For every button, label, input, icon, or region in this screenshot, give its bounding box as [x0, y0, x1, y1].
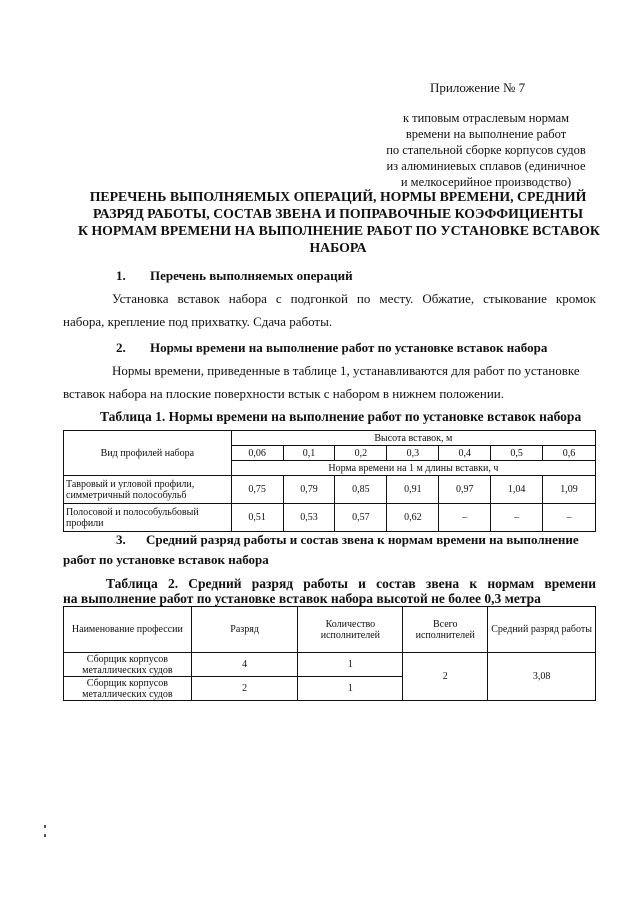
table-2-avg-grade: 3,08 — [488, 653, 596, 701]
table-1-height-cell: 0,3 — [387, 446, 439, 461]
table-1-value-cell: 0,79 — [283, 476, 335, 504]
section-3-title-line: работ по установке вставок набора — [63, 552, 269, 567]
table-header-row — [64, 607, 596, 653]
addressee-line: по стапельной сборке корпусов судов — [386, 143, 586, 157]
title-line: К НОРМАМ ВРЕМЕНИ НА ВЫПОЛНЕНИЕ РАБОТ ПО УСТАНОВКЕ ВСТАВОК — [78, 223, 600, 238]
table-1-value-cell: – — [439, 504, 491, 532]
table-1-height-cell: 0,06 — [231, 446, 283, 461]
section-1-text-line: набора, крепление под прихватку. Сдача работы. — [63, 314, 333, 329]
table-1-value-cell: 0,91 — [387, 476, 439, 504]
section-3-number: 3. — [116, 532, 126, 547]
table-2-grade: 4 — [191, 653, 298, 677]
table-1-value-cell: 0,75 — [231, 476, 283, 504]
section-3-title-line: Средний разряд работы и состав звена к нормам времени на выполнение — [146, 532, 579, 547]
section-2-title: Нормы времени на выполнение работ по установке вставок набора — [150, 340, 548, 355]
title-line: РАЗРЯД РАБОТЫ, СОСТАВ ЗВЕНА И ПОПРАВОЧНЫЕ КОЭФФИЦИЕНТЫ — [92, 206, 584, 221]
scan-mark — [44, 834, 46, 837]
table-1-value-cell: – — [543, 504, 596, 532]
table-1-height-cell: 0,5 — [491, 446, 543, 461]
table-1-value-cell: 0,57 — [335, 504, 387, 532]
table-2-profession: Сборщик корпусов металлических судов — [64, 653, 192, 677]
section-2-text-line: Нормы времени, приведенные в таблице 1, устанавливаются для работ по установке — [112, 363, 580, 378]
table-1-header-height: Высота вставок, м — [231, 431, 595, 446]
table-1-value-cell: – — [491, 504, 543, 532]
title-line: НАБОРА — [309, 240, 367, 255]
addressee-line: времени на выполнение работ — [405, 127, 567, 141]
document-title — [78, 188, 598, 256]
table-1-caption: Таблица 1. Нормы времени на выполнение работ по установке вставок набора — [100, 409, 582, 424]
table-2-header: Средний разряд работы — [488, 607, 596, 653]
table-2-header: Всего исполнителей — [403, 607, 488, 653]
scan-mark — [44, 825, 46, 828]
table-1-value-cell: 0,53 — [283, 504, 335, 532]
table-1-value-cell: 1,09 — [543, 476, 596, 504]
title-line: ПЕРЕЧЕНЬ ВЫПОЛНЯЕМЫХ ОПЕРАЦИЙ, НОРМЫ ВРЕМЕНИ, СРЕДНИЙ — [89, 189, 587, 204]
table-1-norm-label: Норма времени на 1 м длины вставки, ч — [231, 461, 595, 476]
section-1-text-line: Установка вставок набора с подгонкой по месту. Обжатие, стыкование кромок — [112, 291, 596, 306]
section-2-text-line: вставок набора на плоские поверхности встык с набором в нижнем положении. — [63, 386, 504, 401]
table-1-header-profile: Вид профилей набора — [64, 431, 232, 476]
table-2-grade: 2 — [191, 677, 298, 701]
table-1-height-cell: 0,6 — [543, 446, 596, 461]
table-1-value-cell: 0,62 — [387, 504, 439, 532]
table-1-row-name: Тавровый и угловой профили, симметричный полособульб — [64, 476, 232, 504]
appendix-label: Приложение № 7 — [430, 80, 526, 95]
crew-composition-table — [63, 606, 596, 701]
table-2-count: 1 — [298, 677, 403, 701]
table-1-height-cell: 0,1 — [283, 446, 335, 461]
table-1-value-cell: 0,85 — [335, 476, 387, 504]
table-2-header: Наименование профессии — [64, 607, 192, 653]
table-1-row-name: Полосовой и полособульбовый профили — [64, 504, 232, 532]
addressee-line: к типовым отраслевым нормам — [402, 111, 570, 125]
table-2-caption-line: Таблица 2. Средний разряд работы и состав звена к нормам времени — [106, 576, 596, 591]
appendix-addressee — [370, 110, 602, 190]
addressee-line: из алюминиевых сплавов (единичное — [386, 159, 586, 173]
table-row — [64, 504, 596, 532]
section-2-number: 2. — [116, 340, 126, 355]
table-row — [64, 476, 596, 504]
time-norms-table — [63, 430, 596, 532]
table-1-height-cell: 0,4 — [439, 446, 491, 461]
table-2-profession: Сборщик корпусов металлических судов — [64, 677, 192, 701]
table-2-total: 2 — [403, 653, 488, 701]
table-1-value-cell: 0,51 — [231, 504, 283, 532]
section-1-number: 1. — [116, 268, 126, 283]
table-2-header: Разряд — [191, 607, 298, 653]
table-1-height-cell: 0,2 — [335, 446, 387, 461]
table-1-value-cell: 0,97 — [439, 476, 491, 504]
table-2-count: 1 — [298, 653, 403, 677]
table-2-header: Количество исполнителей — [298, 607, 403, 653]
table-2-caption-line: на выполнение работ по установке вставок набора высотой не более 0,3 метра — [63, 591, 541, 606]
table-1-value-cell: 1,04 — [491, 476, 543, 504]
section-1-title: Перечень выполняемых операций — [150, 268, 353, 283]
addressee-line: и мелкосерийное производство) — [400, 175, 572, 189]
table-row — [64, 653, 596, 677]
